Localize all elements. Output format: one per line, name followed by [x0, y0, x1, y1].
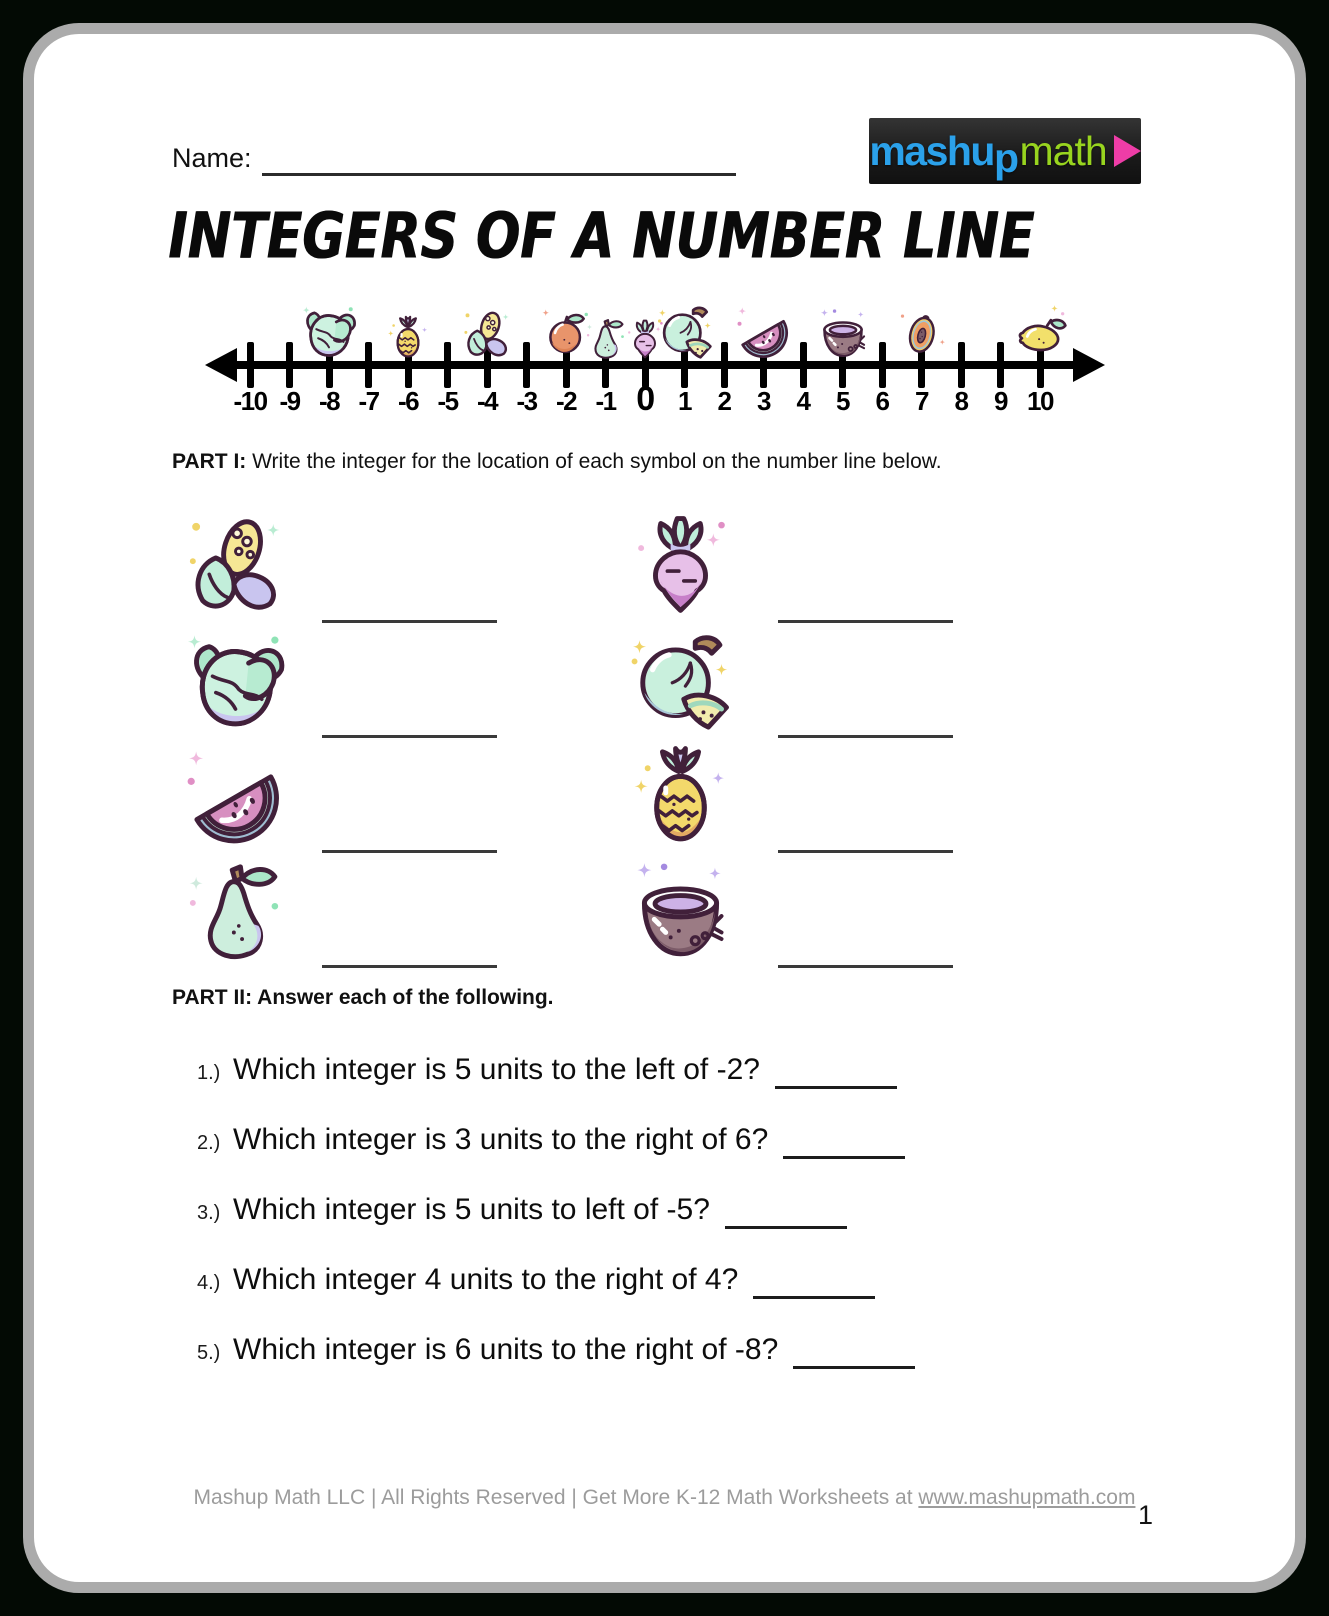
question-number: 5.) — [197, 1342, 221, 1364]
tick--10 — [247, 342, 254, 388]
watermelon-icon — [735, 302, 793, 360]
answer-blank-q2[interactable] — [783, 1123, 905, 1159]
cabbage-icon — [300, 302, 358, 360]
answer-blank-q4[interactable] — [753, 1263, 875, 1299]
pear-icon — [584, 316, 628, 360]
coconut-icon — [816, 306, 870, 360]
answer-blank-q1[interactable] — [775, 1053, 897, 1089]
part1-right-column — [610, 508, 953, 968]
part1-label: PART I: — [172, 450, 247, 473]
question-text: Which integer is 3 units to the right of 6? — [233, 1123, 769, 1156]
tick-label--2: -2 — [555, 386, 577, 416]
tick--9 — [286, 342, 293, 388]
answer-blank-watermelon[interactable] — [322, 846, 497, 853]
answer-blank-corn[interactable] — [322, 616, 497, 623]
coconut-icon — [610, 853, 750, 965]
melon-icon — [610, 623, 750, 735]
worksheet-title: INTEGERS OF A NUMBER LINE — [168, 200, 1035, 274]
tick-label-1: 1 — [678, 386, 691, 416]
tick-label-3: 3 — [757, 386, 770, 416]
footer — [34, 1486, 1295, 1510]
answer-blank-melon[interactable] — [778, 731, 953, 738]
question-1 — [197, 1053, 915, 1089]
number-line — [205, 300, 1105, 440]
pear-icon — [170, 853, 300, 965]
question-2 — [197, 1123, 915, 1159]
tick-label--5: -5 — [437, 386, 458, 416]
answer-blank-cabbage[interactable] — [322, 731, 497, 738]
right-arrow-icon — [1073, 348, 1105, 382]
tick-label-7: 7 — [915, 386, 928, 416]
logo-text-mashup: mashup — [869, 127, 1018, 181]
papaya-icon — [896, 308, 948, 360]
question-number: 2.) — [197, 1132, 221, 1154]
pineapple-icon — [610, 738, 750, 850]
part2-questions — [197, 1053, 915, 1403]
tick-label--10: -10 — [233, 386, 267, 416]
number-line-axis — [225, 361, 1085, 369]
question-text: Which integer is 6 units to the right of -8? — [233, 1333, 779, 1366]
tick-4 — [800, 342, 807, 388]
melon-icon — [656, 302, 714, 360]
tick-label--9: -9 — [279, 386, 300, 416]
tick-label--1: -1 — [595, 386, 616, 416]
tick-label-0: 0 — [636, 380, 654, 418]
logo-text-math: math — [1019, 127, 1107, 174]
play-triangle-icon — [1114, 135, 1141, 167]
tick-label--7: -7 — [358, 386, 379, 416]
tick-label-8: 8 — [954, 386, 968, 416]
worksheet-page — [23, 23, 1306, 1593]
question-3 — [197, 1193, 915, 1229]
tick-9 — [997, 342, 1004, 388]
lemon-icon — [1011, 302, 1069, 360]
part1-item-cabbage — [170, 623, 497, 738]
tick-label-4: 4 — [796, 386, 810, 416]
question-text: Which integer is 5 units to the left of -2? — [233, 1053, 760, 1086]
name-row — [172, 141, 736, 176]
mashupmath-logo — [869, 118, 1141, 184]
part2-heading: PART II: Answer each of the following. — [172, 986, 554, 1009]
answer-blank-coconut[interactable] — [778, 961, 953, 968]
tick-2 — [721, 342, 728, 388]
part1-left-column — [170, 508, 497, 968]
tick-label-5: 5 — [836, 386, 849, 416]
part1-heading — [172, 450, 942, 474]
tick--3 — [523, 342, 530, 388]
part1-instructions: Write the integer for the location of each symbol on the number line below. — [246, 450, 942, 473]
question-number: 3.) — [197, 1202, 221, 1224]
tick-label-6: 6 — [875, 386, 889, 416]
tick-label-2: 2 — [717, 386, 731, 416]
footer-text: Mashup Math LLC | All Rights Reserved | Get More K-12 Math Worksheets at — [193, 1486, 919, 1509]
cabbage-icon — [170, 623, 300, 735]
question-5 — [197, 1333, 915, 1369]
part1-item-pear — [170, 853, 497, 968]
question-number: 1.) — [197, 1062, 221, 1084]
tick-label--4: -4 — [476, 386, 498, 416]
part1-item-melon — [610, 623, 953, 738]
footer-link[interactable]: www.mashupmath.com — [918, 1486, 1136, 1509]
answer-blank-q5[interactable] — [793, 1333, 915, 1369]
tick-8 — [958, 342, 965, 388]
tick--5 — [444, 342, 451, 388]
tick-label--3: -3 — [516, 386, 537, 416]
radish-icon — [610, 508, 750, 620]
left-arrow-icon — [205, 348, 237, 382]
watermelon-icon — [170, 738, 300, 850]
part1-item-corn — [170, 508, 497, 623]
tick-label--8: -8 — [318, 386, 340, 416]
answer-blank-radish[interactable] — [778, 616, 953, 623]
tick-6 — [879, 342, 886, 388]
part1-item-watermelon — [170, 738, 497, 853]
question-text: Which integer is 5 units to left of -5? — [233, 1193, 710, 1226]
corn-icon — [170, 508, 300, 620]
tick-label--6: -6 — [397, 386, 419, 416]
name-input-line[interactable] — [262, 141, 736, 176]
name-label: Name: — [172, 143, 252, 173]
tick-label-10: 10 — [1027, 386, 1053, 416]
part1-item-coconut — [610, 853, 953, 968]
page-number: 1 — [1138, 1500, 1154, 1530]
answer-blank-pineapple[interactable] — [778, 846, 953, 853]
answer-blank-pear[interactable] — [322, 961, 497, 968]
question-number: 4.) — [197, 1272, 221, 1294]
tick--7 — [365, 342, 372, 388]
tick-label-9: 9 — [994, 386, 1007, 416]
question-text: Which integer 4 units to the right of 4? — [233, 1263, 739, 1296]
answer-blank-q3[interactable] — [725, 1193, 847, 1229]
corn-icon — [461, 308, 513, 360]
part1-item-radish — [610, 508, 953, 623]
question-4 — [197, 1263, 915, 1299]
part1-item-pineapple — [610, 738, 953, 853]
pineapple-icon — [385, 314, 431, 360]
